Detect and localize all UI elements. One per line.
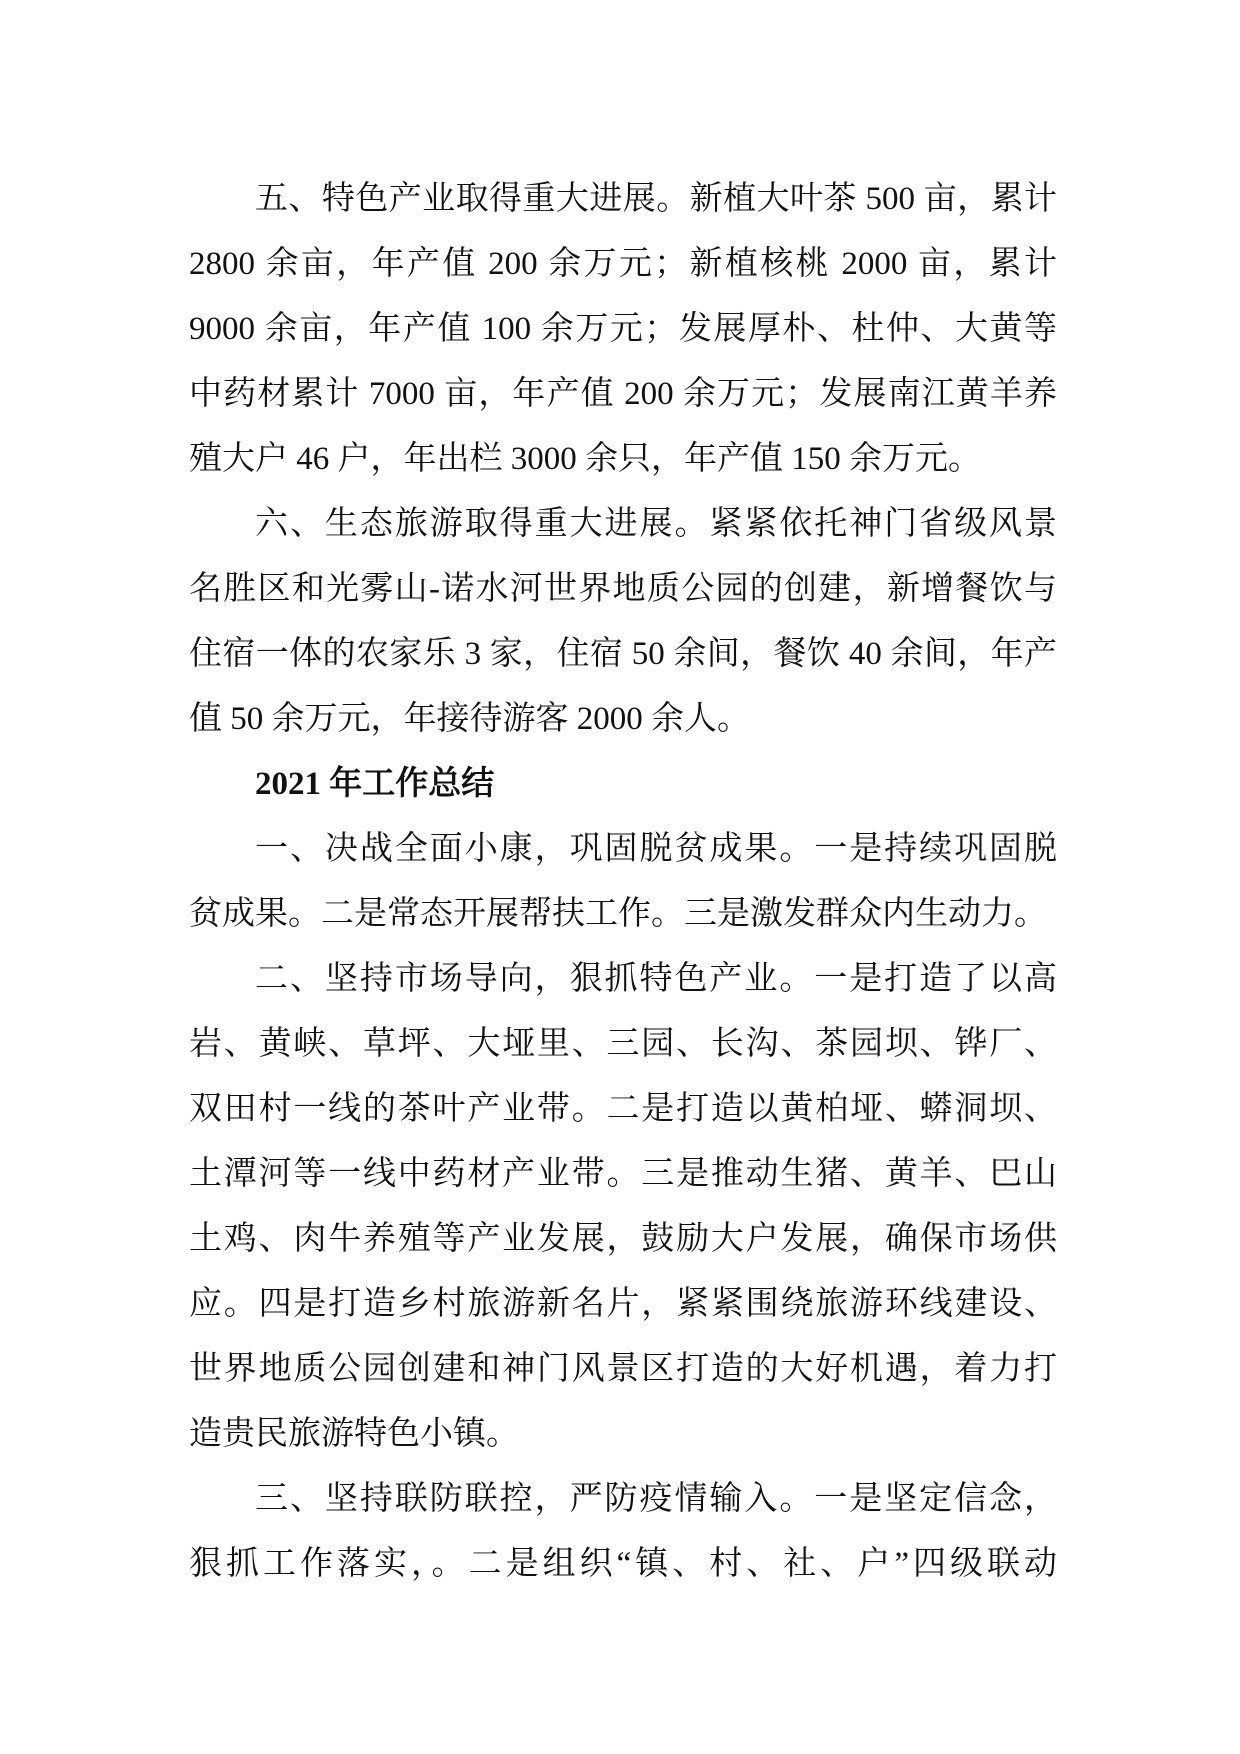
text-line: 狠抓工作落实，。二是组织“镇、村、社、户”四级联动: [189, 1546, 1057, 1582]
text-line: 值 50 余万元，年接待游客 2000 余人。: [189, 701, 750, 737]
text-line: 三、坚持联防联控，严防疫情输入。一是坚定信念，: [255, 1481, 1057, 1517]
text-line: 岩、黄峡、草坪、大垭里、三园、长沟、茶园坝、铧厂、: [189, 1026, 1057, 1062]
paragraph-poverty-results: [189, 817, 1057, 947]
text-line: 名胜区和光雾山-诺水河世界地质公园的创建，新增餐饮与: [189, 571, 1057, 607]
paragraph-eco-tourism: [189, 492, 1057, 752]
text-line: 土潭河等一线中药材产业带。三是推动生猪、黄羊、巴山: [189, 1156, 1057, 1192]
paragraph-epidemic-control: [189, 1467, 1057, 1597]
text-line: 殖大户 46 户，年出栏 3000 余只，年产值 150 余万元。: [189, 441, 981, 477]
text-line: 五、特色产业取得重大进展。新植大叶茶 500 亩，累计: [255, 181, 1057, 217]
text-line: 二、坚持市场导向，狠抓特色产业。一是打造了以高: [255, 961, 1057, 997]
paragraph-market-orientation: [189, 947, 1057, 1467]
text-line: 土鸡、肉牛养殖等产业发展，鼓励大户发展，确保市场供: [189, 1221, 1057, 1257]
text-line: 世界地质公园创建和神门风景区打造的大好机遇，着力打: [189, 1351, 1057, 1387]
text-line: 应。四是打造乡村旅游新名片，紧紧围绕旅游环线建设、: [189, 1286, 1057, 1322]
text-line: 造贵民旅游特色小镇。: [189, 1416, 519, 1452]
text-line: 双田村一线的茶叶产业带。二是打造以黄柏垭、蟒洞坝、: [189, 1091, 1057, 1127]
text-line: 9000 余亩，年产值 100 余万元；发展厚朴、杜仲、大黄等: [189, 311, 1057, 347]
section-heading: 2021 年工作总结: [255, 766, 495, 802]
text-line: 六、生态旅游取得重大进展。紧紧依托神门省级风景: [255, 506, 1057, 542]
text-line: 贫成果。二是常态开展帮扶工作。三是激发群众内生动力。: [189, 896, 1047, 932]
text-line: 中药材累计 7000 亩，年产值 200 余万元；发展南江黄羊养: [189, 376, 1057, 412]
text-line: 一、决战全面小康，巩固脱贫成果。一是持续巩固脱: [255, 831, 1057, 867]
text-line: 2800 余亩，年产值 200 余万元；新植核桃 2000 亩，累计: [189, 246, 1057, 282]
paragraph-specialty-industry: [189, 167, 1057, 492]
text-line: 住宿一体的农家乐 3 家，住宿 50 余间，餐饮 40 余间，年产: [189, 636, 1057, 672]
document-body: [189, 167, 1057, 1597]
